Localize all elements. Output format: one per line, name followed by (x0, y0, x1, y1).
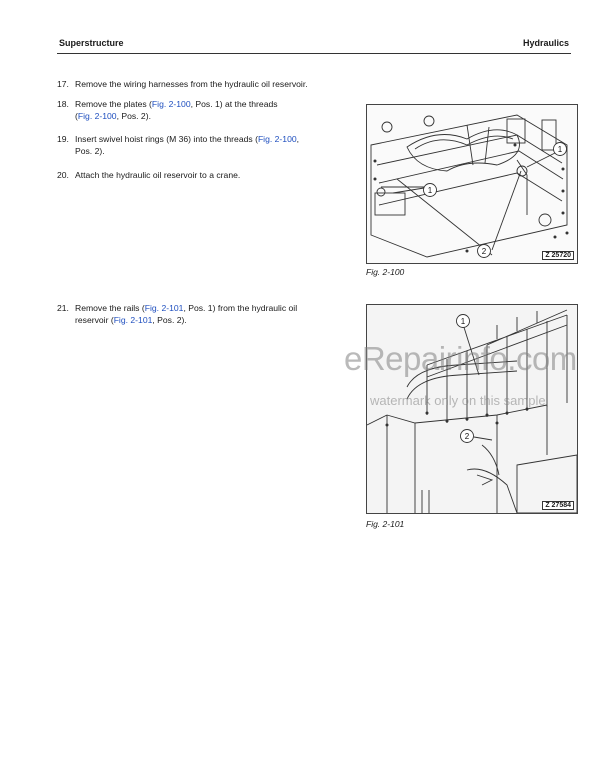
step-text: , Pos. 2). (152, 315, 187, 325)
chapter-title: Hydraulics (522, 38, 569, 48)
step-17 (57, 78, 347, 90)
figure-link[interactable]: Fig. 2-100 (151, 99, 191, 109)
callout-1 (457, 315, 470, 328)
step-text: , (296, 134, 300, 144)
step-number: 19. (57, 134, 69, 144)
callout-2 (461, 430, 474, 443)
step-text: Remove the rails ( (75, 303, 145, 313)
figure-link[interactable]: Fig. 2-101 (113, 315, 153, 325)
svg-text:2: 2 (464, 432, 470, 441)
step-text: ( (75, 111, 78, 121)
step-text: Attach the hydraulic oil reservoir to a crane. (75, 170, 241, 180)
figure-link[interactable]: Fig. 2-100 (257, 134, 297, 144)
figure-2-100 (366, 104, 578, 264)
watermark-domain: eRepairinfo.com (344, 340, 577, 377)
step-text: Insert swivel hoist rings (M 36) into the threads ( (75, 134, 258, 144)
step-number: 18. (57, 99, 69, 109)
step-text: , Pos. 1) at the threads (190, 99, 278, 109)
figure-code: Z 27584 (542, 501, 574, 510)
svg-text:2: 2 (481, 247, 487, 256)
figure-code: Z 25720 (542, 251, 574, 260)
step-number: 21. (57, 303, 69, 313)
section-title: Superstructure (59, 38, 124, 48)
callout-2 (478, 245, 491, 258)
figure-2-101 (366, 304, 578, 514)
callout-1-right (554, 143, 567, 156)
svg-text:1: 1 (557, 145, 563, 154)
step-18 (57, 98, 347, 122)
figure-link[interactable]: Fig. 2-101 (144, 303, 184, 313)
step-text: Remove the wiring harnesses from the hydraulic oil reservoir. (75, 79, 308, 89)
step-21 (57, 302, 347, 326)
rails-illustration (367, 305, 577, 513)
step-20 (57, 169, 347, 181)
step-text: Pos. 2). (75, 146, 105, 156)
step-19 (57, 133, 347, 157)
step-text: Remove the plates ( (75, 99, 152, 109)
callout-1-left (424, 184, 437, 197)
svg-text:1: 1 (427, 186, 433, 195)
figure-caption: Fig. 2-101 (366, 519, 405, 529)
step-number: 20. (57, 170, 69, 180)
step-number: 17. (57, 79, 69, 89)
svg-text:1: 1 (460, 317, 466, 326)
reservoir-illustration (367, 105, 577, 263)
header-rule (57, 53, 571, 54)
watermark-note: watermark only on this sample (370, 393, 546, 408)
figure-link[interactable]: Fig. 2-100 (77, 111, 117, 121)
figure-caption: Fig. 2-100 (366, 267, 405, 277)
step-text: , Pos. 2). (116, 111, 151, 121)
step-text: , Pos. 1) from the hydraulic oil (183, 303, 298, 313)
step-text: reservoir ( (75, 315, 114, 325)
